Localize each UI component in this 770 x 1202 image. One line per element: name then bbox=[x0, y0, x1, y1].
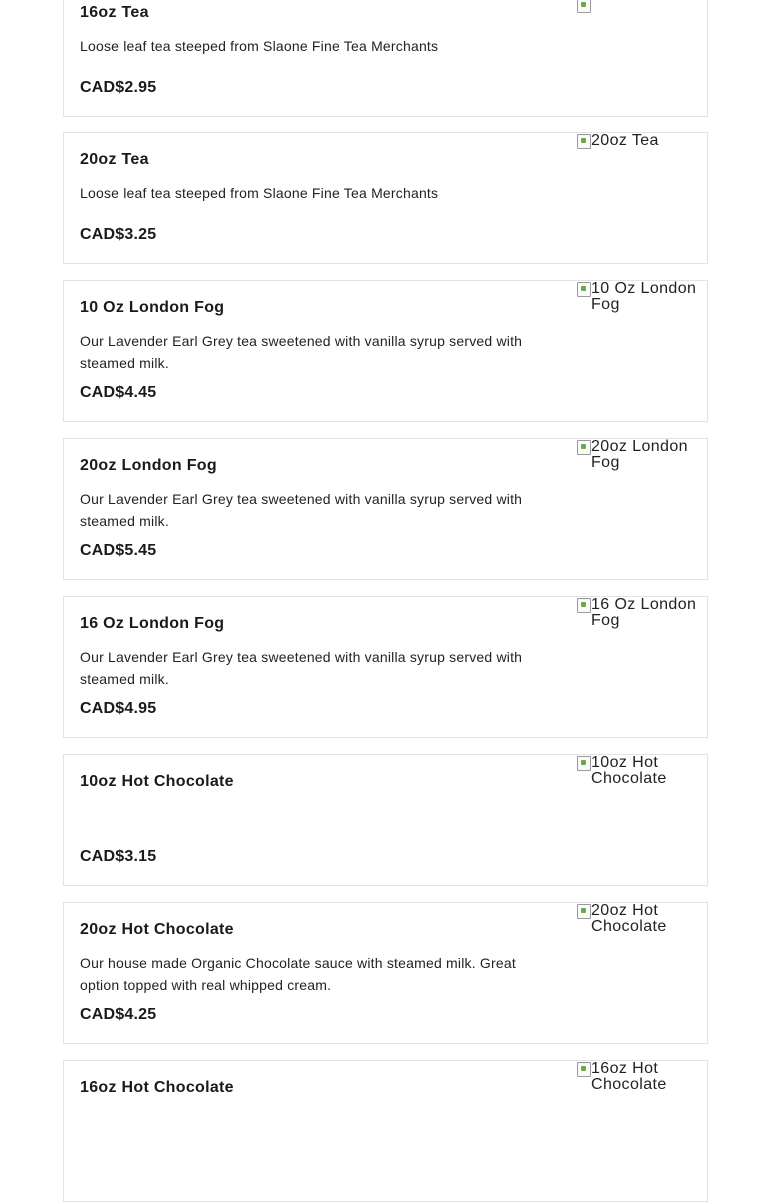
menu-item-card[interactable] bbox=[63, 0, 708, 117]
item-image-alt-text: 10oz Hot Chocolate bbox=[591, 754, 667, 787]
item-image-alt-text: 20oz Tea bbox=[591, 132, 659, 149]
item-image bbox=[577, 439, 705, 471]
item-title: 10oz Hot Chocolate bbox=[80, 773, 234, 790]
item-title: 16oz Hot Chocolate bbox=[80, 1079, 234, 1096]
item-image bbox=[577, 0, 705, 13]
broken-image-icon bbox=[577, 1062, 591, 1077]
item-price: CAD$2.95 bbox=[80, 79, 157, 96]
item-description: Our Lavender Earl Grey tea sweetened with vanilla syrup served with steamed milk. bbox=[80, 491, 523, 529]
item-image bbox=[577, 755, 705, 787]
menu-item-card[interactable] bbox=[63, 280, 708, 422]
item-price: CAD$4.95 bbox=[80, 700, 157, 717]
item-image-alt-text: 16oz Hot Chocolate bbox=[591, 1060, 667, 1093]
menu-item-card[interactable] bbox=[63, 1060, 708, 1202]
broken-image-icon bbox=[577, 0, 591, 13]
broken-image-icon bbox=[577, 440, 591, 455]
item-title: 20oz London Fog bbox=[80, 457, 217, 474]
item-image bbox=[577, 133, 705, 149]
item-description: Our Lavender Earl Grey tea sweetened with vanilla syrup served with steamed milk. bbox=[80, 333, 523, 371]
item-description: Our Lavender Earl Grey tea sweetened with vanilla syrup served with steamed milk. bbox=[80, 649, 523, 687]
item-title: 16 Oz London Fog bbox=[80, 615, 225, 632]
item-image bbox=[577, 281, 705, 313]
item-image-alt-text: 16 Oz London Fog bbox=[591, 596, 697, 629]
item-price: CAD$4.45 bbox=[80, 384, 157, 401]
item-description: Loose leaf tea steeped from Slaone Fine Tea Merchants bbox=[80, 38, 439, 54]
item-description: Our house made Organic Chocolate sauce with steamed milk. Great option topped with real whipped cream. bbox=[80, 955, 516, 993]
item-title: 20oz Tea bbox=[80, 151, 149, 168]
menu-item-card[interactable] bbox=[63, 596, 708, 738]
item-image-alt-text: 20oz London Fog bbox=[591, 438, 688, 471]
item-price: CAD$5.45 bbox=[80, 542, 157, 559]
broken-image-icon bbox=[577, 756, 591, 771]
item-price: CAD$3.25 bbox=[80, 226, 157, 243]
broken-image-icon bbox=[577, 904, 591, 919]
menu-item-card[interactable] bbox=[63, 132, 708, 264]
menu-item-card[interactable] bbox=[63, 754, 708, 886]
broken-image-icon bbox=[577, 598, 591, 613]
item-price: CAD$4.25 bbox=[80, 1006, 157, 1023]
item-image-alt-text: 20oz Hot Chocolate bbox=[591, 902, 667, 935]
menu-item-card[interactable] bbox=[63, 902, 708, 1044]
broken-image-icon bbox=[577, 134, 591, 149]
item-image bbox=[577, 903, 705, 935]
item-description: Loose leaf tea steeped from Slaone Fine Tea Merchants bbox=[80, 185, 439, 201]
menu-item-card[interactable] bbox=[63, 438, 708, 580]
item-title: 16oz Tea bbox=[80, 4, 149, 21]
item-image bbox=[577, 597, 705, 629]
item-price: CAD$3.15 bbox=[80, 848, 157, 865]
broken-image-icon bbox=[577, 282, 591, 297]
item-image-alt-text: 10 Oz London Fog bbox=[591, 280, 697, 313]
item-image bbox=[577, 1061, 705, 1093]
item-title: 10 Oz London Fog bbox=[80, 299, 225, 316]
item-title: 20oz Hot Chocolate bbox=[80, 921, 234, 938]
